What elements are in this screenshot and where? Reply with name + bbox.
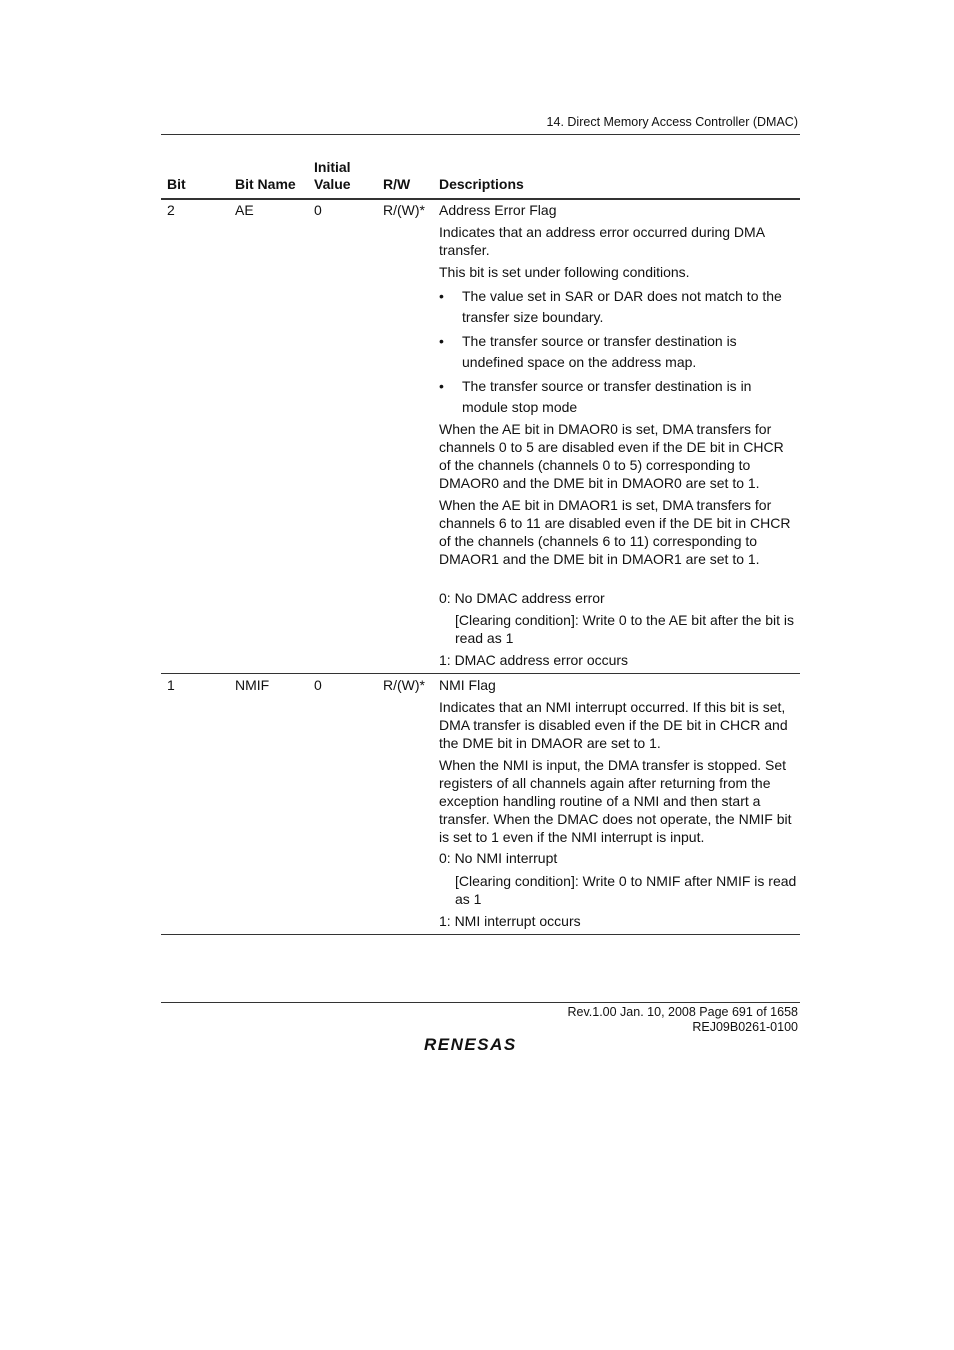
footer-rule — [161, 1002, 800, 1003]
desc-paragraph: When the NMI is input, the DMA transfer is stopped. Set registers of all channels again after returning from the exception handling routine of a NMI and then start a transfer. When the DMAC does not operate, the NMIF bit is set to 1 even if the NMI interrupt is input. — [439, 757, 792, 845]
desc-paragraph: When the AE bit in DMAOR0 is set, DMA transfers for channels 0 to 5 are disabled even if the DE bit in CHCR of the channels (channels 0 to 5) corresponding to DMAOR0 and the DME bit in DMAOR0 are set to 1. — [439, 421, 784, 491]
col-header-rw: R/W — [383, 176, 411, 192]
document-number: REJ09B0261-0100 — [692, 1020, 798, 1034]
renesas-logo — [422, 1034, 542, 1054]
bullet-line: The value set in SAR or DAR does not match to the — [462, 288, 782, 304]
bullet-line: module stop mode — [462, 399, 578, 415]
row-divider — [161, 673, 800, 674]
desc-title: Address Error Flag — [439, 202, 557, 218]
bullet-line: transfer size boundary. — [462, 309, 604, 325]
desc-paragraph: Indicates that an NMI interrupt occurred. If this bit is set, DMA transfer is disabled even if the DE bit in CHCR and the DME bit in DMAOR are set to 1. — [439, 699, 788, 751]
desc-value-1: 1: DMAC address error occurs — [439, 652, 629, 668]
cell-initial-value: 0 — [314, 202, 322, 218]
cell-initial-value: 0 — [314, 677, 322, 693]
cell-rw: R/(W)* — [383, 677, 425, 693]
desc-value-0: 0: No DMAC address error — [439, 590, 605, 606]
bullet-icon: • — [439, 378, 444, 394]
header-rule — [161, 134, 800, 135]
bullet-line: undefined space on the address map. — [462, 354, 697, 370]
cell-bit: 2 — [167, 202, 175, 218]
cell-rw: R/(W)* — [383, 202, 425, 218]
desc-value-1: 1: NMI interrupt occurs — [439, 913, 581, 929]
desc-title: NMI Flag — [439, 677, 496, 693]
header-row-rule — [161, 198, 800, 200]
col-header-bit-name: Bit Name — [235, 176, 296, 192]
section-title: 14. Direct Memory Access Controller (DMAC) — [546, 115, 798, 129]
col-header-value: Value — [314, 176, 351, 192]
renesas-logo-text: RENESAS — [424, 1035, 517, 1054]
bullet-line: The transfer source or transfer destination is in — [462, 378, 752, 394]
table-bottom-rule — [161, 934, 800, 935]
bullet-line: The transfer source or transfer destination is — [462, 333, 737, 349]
desc-clearing-condition: [Clearing condition]: Write 0 to NMIF after NMIF is read as 1 — [455, 873, 797, 907]
cell-bit-name: AE — [235, 202, 254, 218]
col-header-descriptions: Descriptions — [439, 176, 524, 192]
desc-clearing-condition: [Clearing condition]: Write 0 to the AE bit after the bit is read as 1 — [455, 612, 795, 646]
revision-info: Rev.1.00 Jan. 10, 2008 Page 691 of 1658 — [567, 1005, 798, 1019]
cell-bit: 1 — [167, 677, 175, 693]
bullet-icon: • — [439, 333, 444, 349]
desc-paragraph: When the AE bit in DMAOR1 is set, DMA transfers for channels 6 to 11 are disabled even if the DE bit in CHCR of the channels (channels 6 to 11) corresponding to DMAOR1 and the DME bit in DMAOR1 are set to 1. — [439, 497, 791, 567]
cell-bit-name: NMIF — [235, 677, 270, 693]
col-header-bit: Bit — [167, 176, 186, 192]
bullet-icon: • — [439, 288, 444, 304]
col-header-initial: Initial — [314, 159, 351, 175]
desc-paragraph: This bit is set under following conditions. — [439, 264, 690, 280]
desc-value-0: 0: No NMI interrupt — [439, 850, 558, 866]
desc-paragraph: Indicates that an address error occurred during DMA transfer. — [439, 224, 765, 258]
